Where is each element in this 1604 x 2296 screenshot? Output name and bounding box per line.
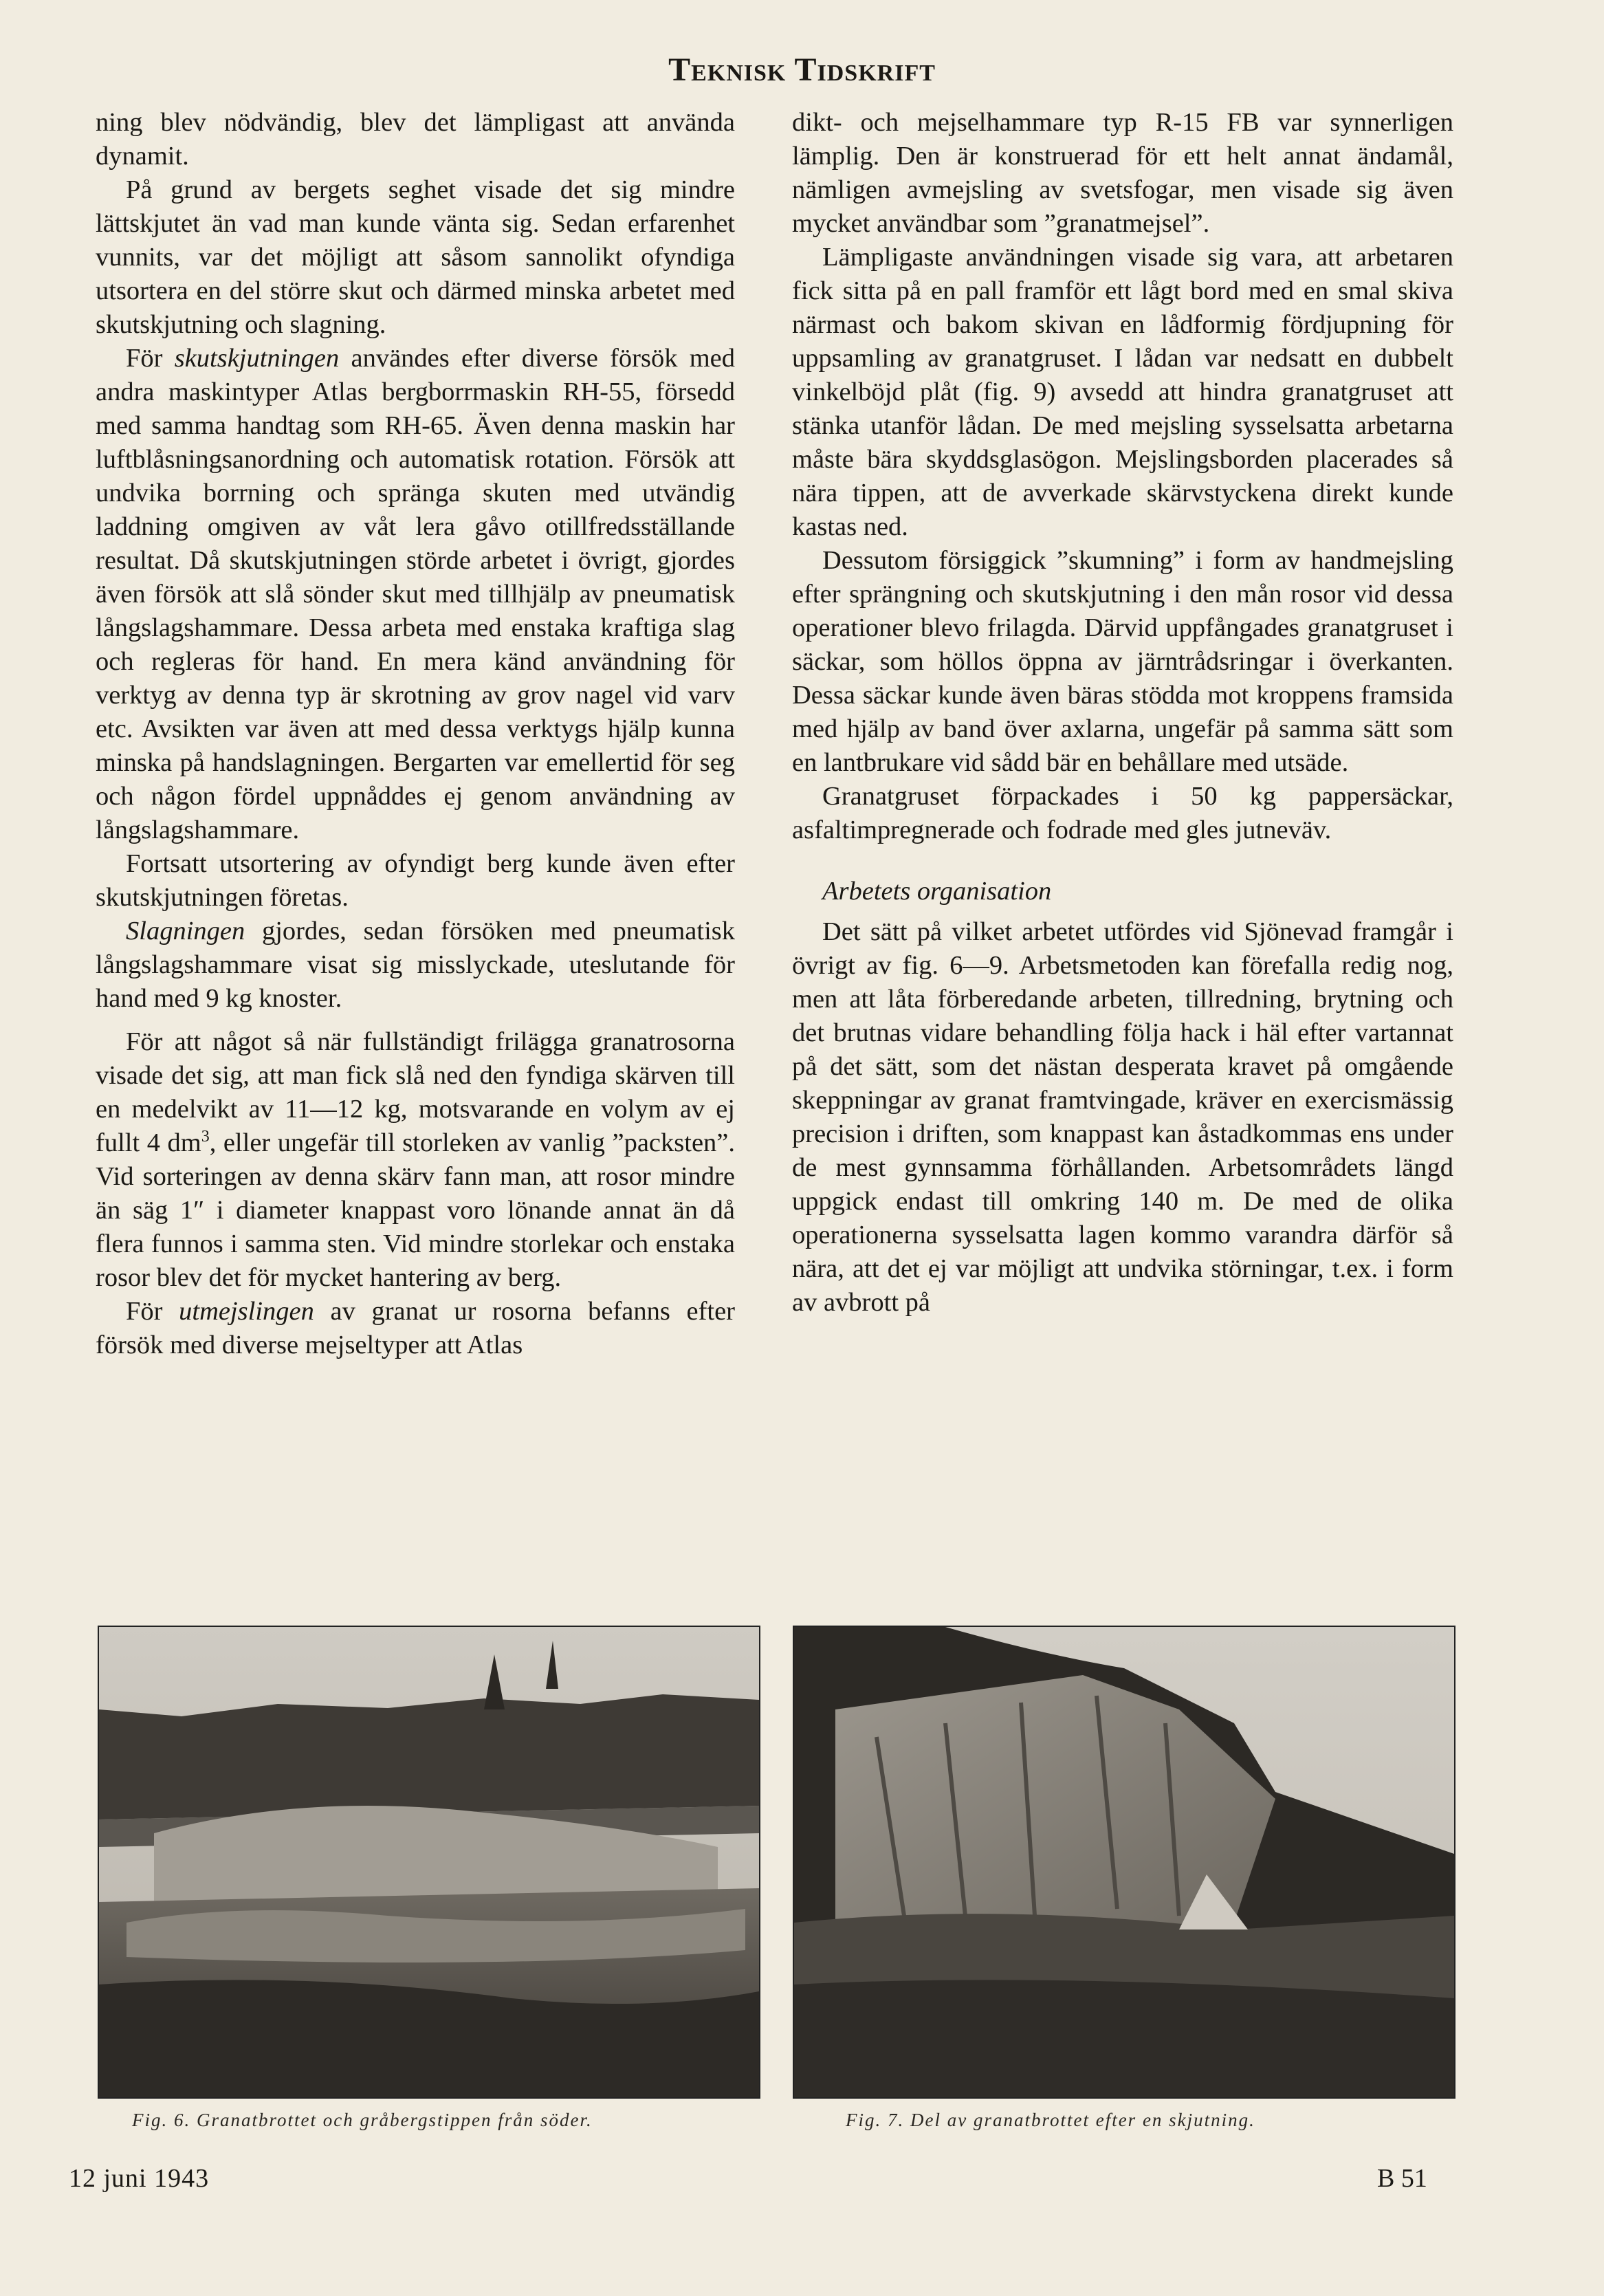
issue-date: 12 juni 1943 [69, 2164, 210, 2193]
paragraph: För att något så när fullständigt frilägga granatrosorna visade det sig, att man fick slå ned den fyndiga skärven till en medelvikt av 11—12 kg, motsvarande en volym av ej fullt 4 $dm^3$, eller ungefär till storleken av vanlig ”packsten”. Vid sorteringen av denna skärv fann man, att rosor mindre än säg 1″ i diameter knappast voro lönande annat än då flera funnos i samma sten. Vid mindre storlekar och enstaka rosor blev det för mycket hantering av berg. [96, 1027, 735, 1292]
page-number: B 51 [1377, 2164, 1427, 2193]
paragraph: dikt- och mejselhammare typ R-15 FB var synnerligen lämplig. Den är konstruerad för ett helt annat ändamål, nämligen avmejsling av svetsfogar, men visade sig även mycket användbar som ”granatmejsel”. [792, 108, 1453, 238]
paragraph: Fortsatt utsortering av ofyndigt berg kunde även efter skutskjutningen företas. [96, 849, 735, 912]
paragraph: För skutskjutningen användes efter diverse försök med andra maskintyper Atlas bergborrmaskin RH-55, försedd med samma handtag som RH-65. Även denna maskin har luftblåsningsanordning och automatisk rotation. Försök att undvika borrning och spränga skuten med utvändig laddning omgiven av våt lera gåvo otillfredsställande resultat. Då skutskjutningen störde arbetet i övrigt, gjordes även försök att slå sönder skut med tillhjälp av pneumatisk långslagshammare. Dessa arbeta med enstaka kraftiga slag och regleras för hand. En mera känd användning för verktyg av denna typ är skrotning av grov nagel vid varv etc. Avsikten var även att med dessa verktygs hjälp kunna minska på handslagningen. Bergarten var emellertid för seg och någon fördel uppnåddes ej genom användning av långslagshammare. [96, 344, 735, 844]
paragraph: Lämpligaste användningen visade sig vara, att arbetaren fick sitta på en pall framför ett lågt bord med en smal skiva närmast och bakom skivan en lådformig fördjupning för uppsamling av granatgruset. I lådan var nedsatt en dubbelt vinkelböjd plåt (fig. 9) avsedd att hindra granatgruset att stänka utanför lådan. De med mejsling sysselsatta arbetarna måste bära skyddsglasögon. Mejslingsborden placerades så nära tippen, att de avverkade skärvstyckena direkt kunde kastas ned. [792, 243, 1453, 541]
paragraph: Granatgruset förpackades i 50 kg pappersäckar, asfaltimpregnerade och fodrade med gles jutneväv. [792, 782, 1453, 844]
figure-6-photo [98, 1626, 760, 2099]
section-heading: Arbetets organisation [822, 877, 1052, 906]
paragraph: För utmejslingen av granat ur rosorna befanns efter försök med diverse mejseltyper att Atlas [96, 1297, 736, 1359]
paragraph: ning blev nödvändig, blev det lämpligast att använda dynamit. [96, 108, 735, 171]
paragraph: Det sätt på vilket arbetet utfördes vid Sjönevad framgår i övrigt av fig. 6—9. Arbetsmetoden kan förefalla redig nog, men att låta förberedande arbeten, tillredning, brytning och det brutnas vidare behandling följa hack i häl efter vartannat på det sätt, som det nästan desperata kravet på omgående skeppningar av granat framtvingade, kräver en exercismässig precision i driften, som knappast kan åstadkommas ens under de mest gynnsamma förhållanden. Arbetsområdets längd uppgick endast till omkring 140 m. De med de olika operationerna sysselsatta lagen kommo varandra därför så nära, att det ej var möjligt att undvika störningar, t.ex. i form av avbrott på [792, 917, 1453, 1317]
figure-6-caption: Fig. 6. Granatbrottet och gråbergstippen från söder. [132, 2110, 593, 2130]
figure-7-photo [793, 1626, 1455, 2099]
right-column [792, 106, 1453, 1320]
paragraph: På grund av bergets seghet visade det sig mindre lättskjutet än vad man kunde vänta sig. Sedan erfarenhet vunnits, var det möjligt att såsom sannolikt ofyndiga utsortera en del större skut och därmed minska arbetet med skutskjutning och slagning. [96, 175, 735, 339]
figure-7-caption: Fig. 7. Del av granatbrottet efter en skjutning. [846, 2110, 1255, 2130]
paragraph: Slagningen gjordes, sedan försöken med pneumatisk långslagshammare visat sig misslyckade, uteslutande för hand med 9 kg knoster. [96, 917, 735, 1013]
paragraph: Dessutom försiggick ”skumning” i form av handmejsling efter sprängning och skutskjutning i den mån rosor vid dessa operationer blevo frilagda. Därvid uppfångades granatgruset i säckar, som höllos öppna av järntrådsringar i överkanten. Dessa säckar kunde även bäras stödda mot kroppens framsida med hjälp av band över axlarna, ungefär på samma sätt som en lantbrukare vid sådd bär en behållare med utsäde. [792, 546, 1453, 777]
left-column [96, 106, 735, 1362]
journal-header: Teknisk Tidskrift [668, 52, 936, 88]
